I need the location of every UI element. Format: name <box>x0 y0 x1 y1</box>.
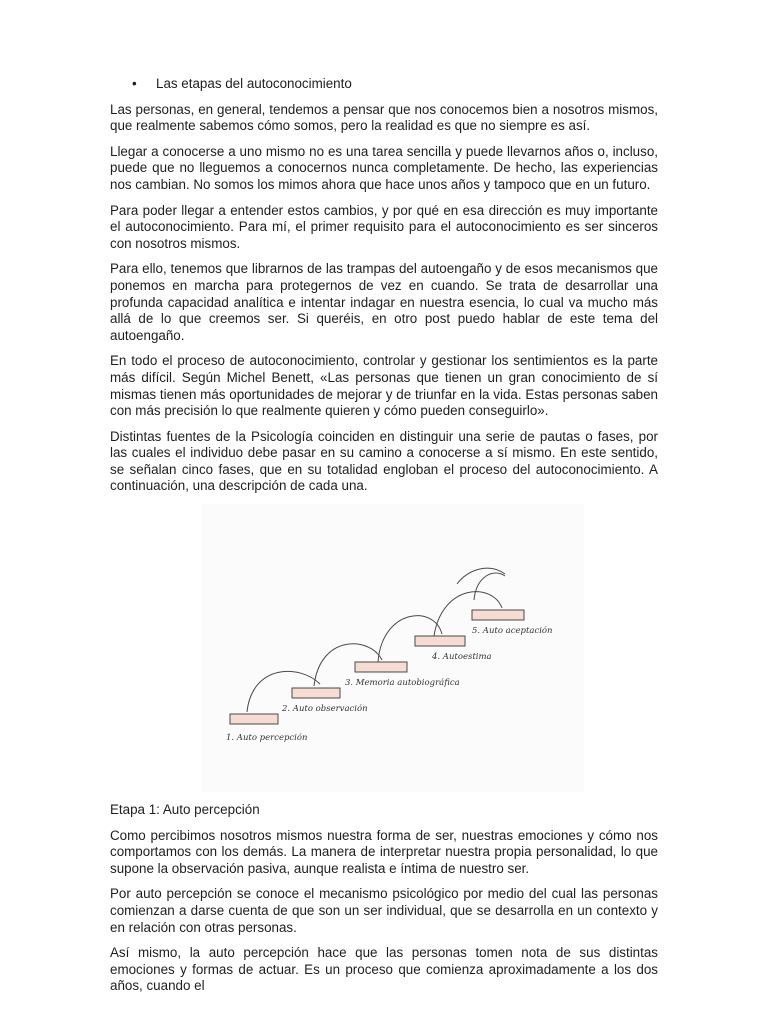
step-block-3 <box>355 662 407 672</box>
step-block-2 <box>292 688 340 698</box>
bullet-list-item <box>110 76 658 93</box>
stairs-diagram <box>202 504 584 792</box>
paragraph: Como percibimos nosotros mismos nuestra forma de ser, nuestras emociones y cómo nos comportamos con los demás. La manera de interpretar nuestra propia personalidad, lo que supone la observación pasiva, aunque realista e íntima de nuestro ser. <box>110 827 658 876</box>
section-heading: Etapa 1: Auto percepción <box>110 802 260 818</box>
step-connector-arc <box>474 573 505 600</box>
step-block-4 <box>415 636 465 646</box>
bullet-dot-icon: • <box>132 76 137 91</box>
step-connector-arc <box>457 568 505 584</box>
bullet-text: Las etapas del autoconocimiento <box>156 76 352 91</box>
document-body <box>110 76 658 1004</box>
paragraph: Para ello, tenemos que librarnos de las trampas del autoengaño y de esos mecanismos que ponemos en marcha para protegernos de vez en cuando. Se trata de desarrollar una profunda capacidad analítica e intentar indagar en nuestra esencia, lo cual va mucho más allá de lo que creemos ser. Si queréis, en otro post puedo hablar de este tema del autoengaño. <box>110 261 658 343</box>
step-block-5 <box>472 610 524 620</box>
paragraph: Para poder llegar a entender estos cambios, y por qué en esa dirección es muy importante el autoconocimiento. Para mí, el primer requisito para el autoconocimiento es ser sinceros con nosotros mismos. <box>110 202 658 251</box>
paragraph: Así mismo, la auto percepción hace que las personas tomen nota de sus distintas emociones y formas de actuar. Es un proceso que comienza aproximadamente a los dos años, cuando el <box>110 945 658 994</box>
stairs-diagram-svg <box>202 504 584 792</box>
step-label-4: 4. Autoestima <box>432 652 492 663</box>
step-label-1: 1. Auto percepción <box>226 733 308 744</box>
paragraph: Llegar a conocerse a uno mismo no es una tarea sencilla y puede llevarnos años o, incluso, puede que no lleguemos a conocernos nunca completamente. De hecho, las experiencias nos cambian. No somos los mimos ahora que hace unos años y tampoco que en un futuro. <box>110 143 658 192</box>
paragraph: Las personas, en general, tendemos a pensar que nos conocemos bien a nosotros mismos, que realmente sabemos cómo somos, pero la realidad es que no siempre es así. <box>110 101 658 134</box>
step-label-2: 2. Auto observación <box>282 704 368 715</box>
step-label-3: 3. Memoria autobiográfica <box>345 678 460 689</box>
paragraph: Distintas fuentes de la Psicología coinciden en distinguir una serie de pautas o fases, por las cuales el individuo debe pasar en su camino a conocerse a sí mismo. En este sentido, se señalan cinco fases, que en su totalidad engloban el proceso del autoconocimiento. A continuación, una descripción de cada una. <box>110 428 658 494</box>
paragraph: En todo el proceso de autoconocimiento, controlar y gestionar los sentimientos es la parte más difícil. Según Michel Benett, «Las personas que tienen un gran conocimiento de sí mismas tienen más oportunidades de mejorar y de triunfar en la vida. Estas personas saben con más precisión lo que realmente quieren y cómo pueden conseguirlo». <box>110 353 658 419</box>
step-block-1 <box>230 714 278 724</box>
step-label-5: 5. Auto aceptación <box>472 626 553 637</box>
paragraph: Por auto percepción se conoce el mecanismo psicológico por medio del cual las personas comienzan a darse cuenta de que son un ser individual, que se desarrolla en un contexto y en relación con otras personas. <box>110 886 658 935</box>
